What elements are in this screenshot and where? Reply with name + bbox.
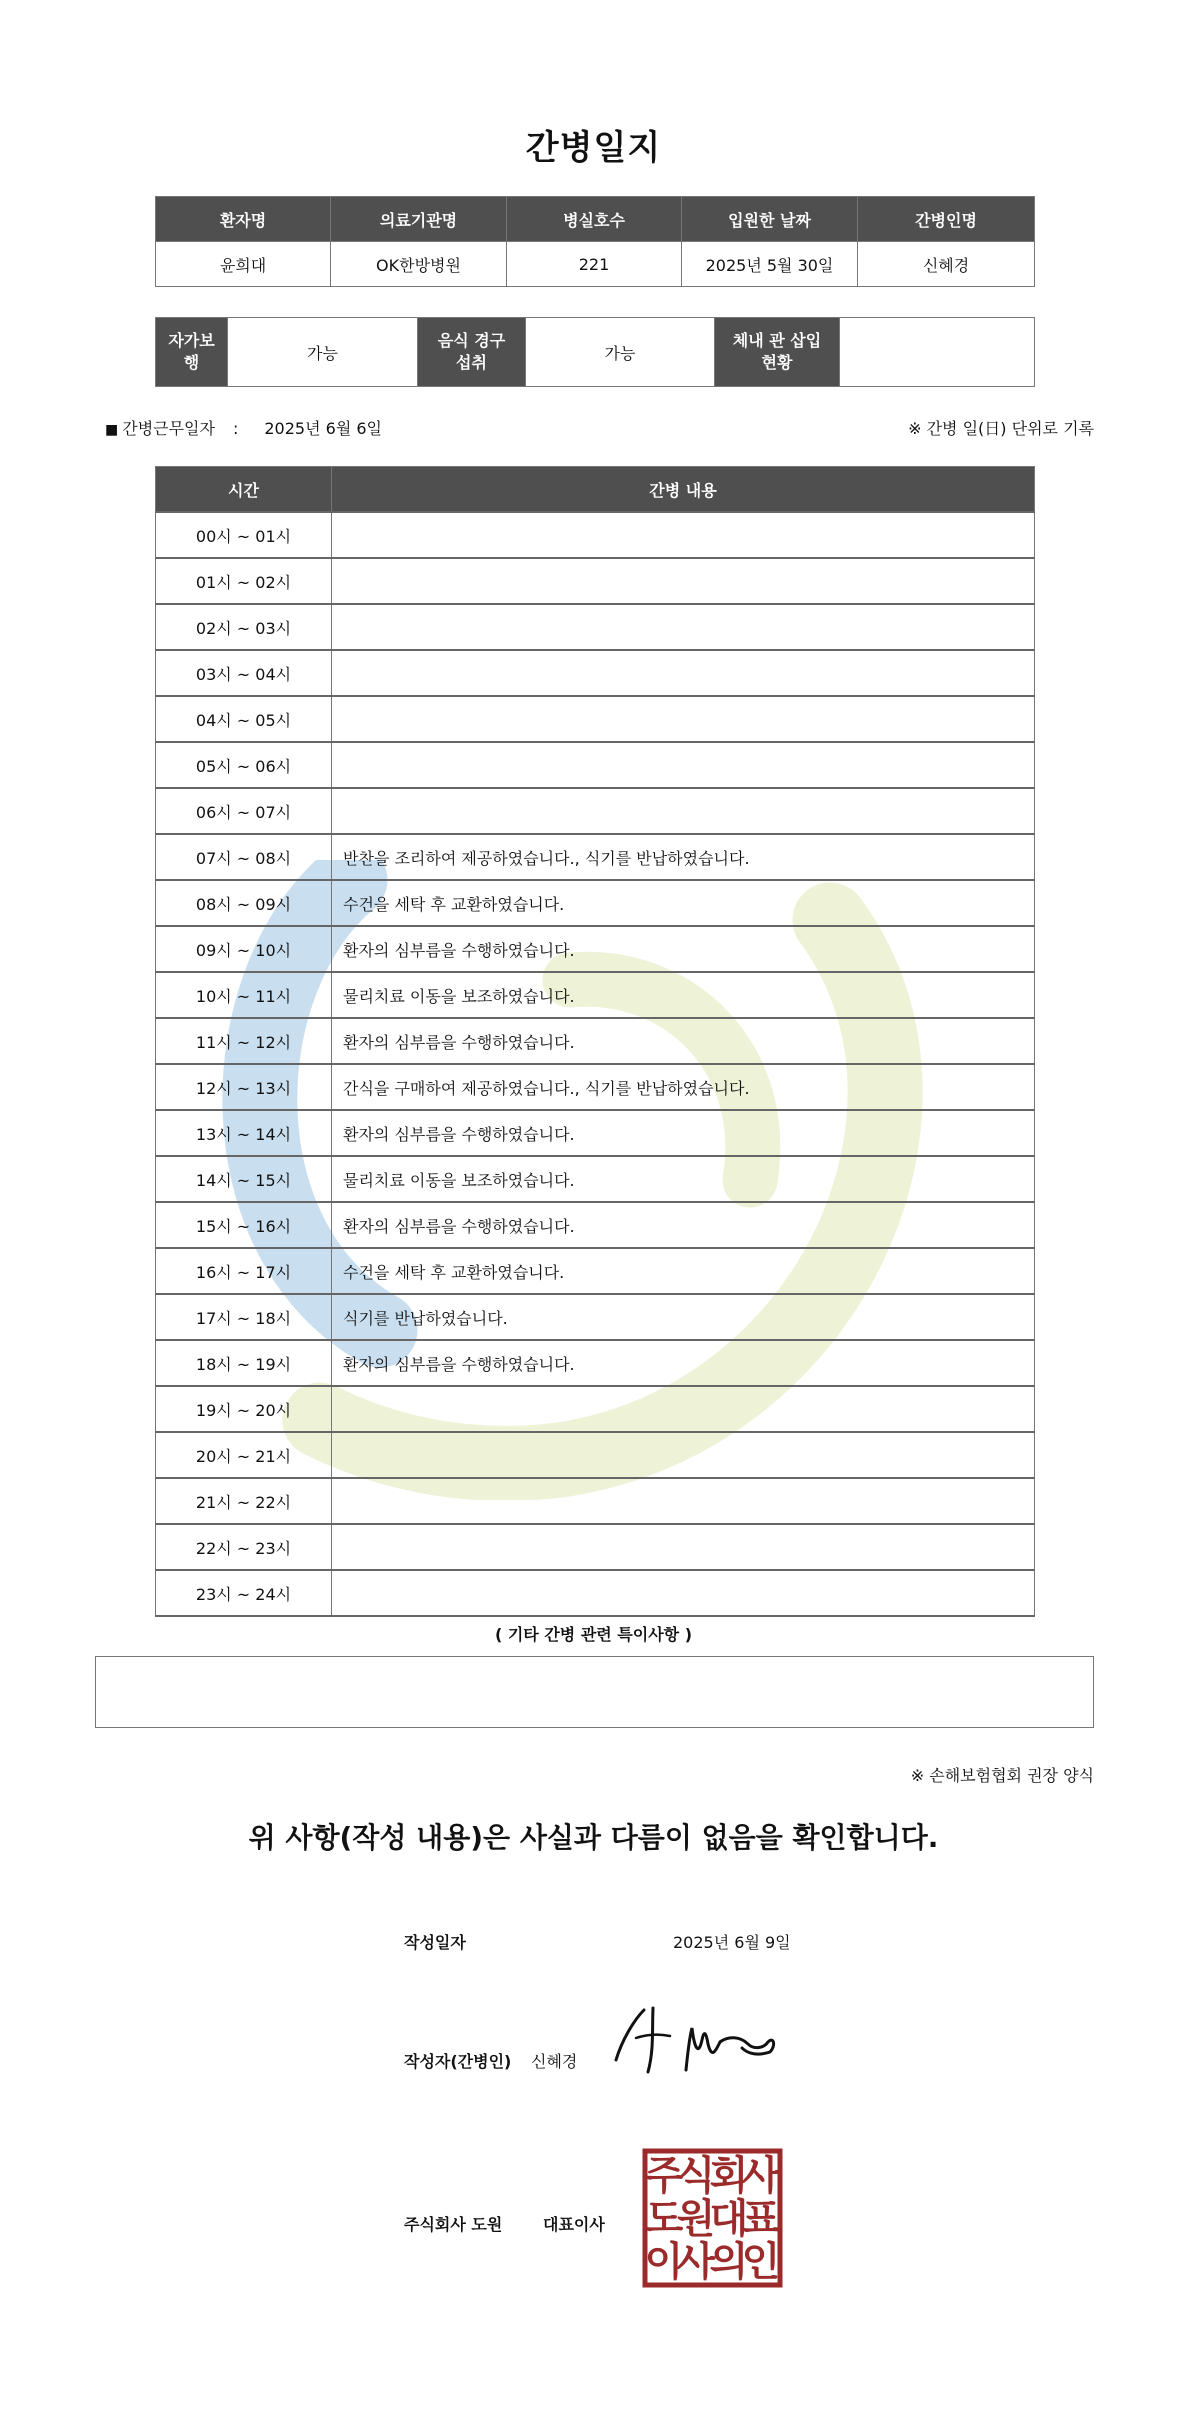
seal-character: 주 [644, 2153, 684, 2199]
handwritten-signature [608, 2000, 788, 2080]
oral-intake-label [418, 318, 526, 387]
oral-intake-value: 가능 [526, 318, 715, 387]
care-content: 물리치료 이동을 보조하였습니다. [332, 972, 1035, 1018]
seal-character: 대 [709, 2196, 749, 2242]
written-date-label: 작성일자 [404, 1933, 466, 1952]
care-content [332, 512, 1035, 558]
time-slot: 02시 ~ 03시 [156, 604, 332, 650]
self-walk-value: 가능 [228, 318, 418, 387]
time-slot: 03시 ~ 04시 [156, 650, 332, 696]
care-content: 식기를 반납하였습니다. [332, 1294, 1035, 1340]
hospital-name: OK한방병원 [331, 242, 507, 287]
catheter-label [715, 318, 840, 387]
work-date-value: 2025년 6월 6일 [264, 419, 382, 438]
table-row [156, 604, 1035, 650]
table-row [156, 558, 1035, 604]
patient-status-table [155, 317, 1035, 387]
time-slot: 23시 ~ 24시 [156, 1570, 332, 1616]
care-content: 수건을 세탁 후 교환하였습니다. [332, 880, 1035, 926]
care-content [332, 1570, 1035, 1616]
care-content: 환자의 심부름을 수행하였습니다. [332, 1110, 1035, 1156]
time-slot: 09시 ~ 10시 [156, 926, 332, 972]
table-row [156, 1202, 1035, 1248]
time-slot: 08시 ~ 09시 [156, 880, 332, 926]
catheter-value [840, 318, 1035, 387]
oral-intake-label-text: 음식 경구 섭취 [437, 331, 506, 372]
written-date-value: 2025년 6월 9일 [673, 1933, 791, 1952]
seal-character: 원 [676, 2196, 716, 2242]
time-slot: 01시 ~ 02시 [156, 558, 332, 604]
care-content: 환자의 심부름을 수행하였습니다. [332, 1018, 1035, 1064]
header-time: 시간 [156, 467, 332, 513]
work-date-line [105, 416, 382, 439]
care-content [332, 788, 1035, 834]
table-row [156, 1340, 1035, 1386]
table-row [156, 834, 1035, 880]
confirmation-statement: 위 사항(작성 내용)은 사실과 다름이 없음을 확인합니다. [248, 1821, 939, 1854]
seal-character: 표 [741, 2196, 781, 2242]
company-name: 주식회사 도원 [404, 2215, 503, 2234]
table-row [156, 1386, 1035, 1432]
ceo-label: 대표이사 [543, 2215, 605, 2234]
care-content: 환자의 심부름을 수행하였습니다. [332, 926, 1035, 972]
care-log-table [155, 466, 1035, 1617]
time-slot: 16시 ~ 17시 [156, 1248, 332, 1294]
table-row [156, 742, 1035, 788]
table-row [156, 972, 1035, 1018]
time-slot: 13시 ~ 14시 [156, 1110, 332, 1156]
document-title: 간병일지 [525, 128, 662, 168]
square-bullet-icon: ■ [105, 422, 119, 438]
writer-label: 작성자(간병인) [404, 2052, 512, 2071]
table-row [156, 1478, 1035, 1524]
care-content [332, 1524, 1035, 1570]
time-slot: 21시 ~ 22시 [156, 1478, 332, 1524]
self-walk-label [156, 318, 228, 387]
table-row [156, 1294, 1035, 1340]
seal-character: 사 [676, 2239, 716, 2285]
table-row [156, 1018, 1035, 1064]
table-row [156, 650, 1035, 696]
header-care-content: 간병 내용 [332, 467, 1035, 513]
seal-character: 사 [741, 2153, 781, 2199]
time-slot: 18시 ~ 19시 [156, 1340, 332, 1386]
seal-character: 식 [676, 2153, 716, 2199]
self-walk-label-text: 자가보 행 [168, 331, 215, 372]
time-slot: 15시 ~ 16시 [156, 1202, 332, 1248]
work-date-label: 간병근무일자 [122, 419, 215, 438]
care-content: 환자의 심부름을 수행하였습니다. [332, 1202, 1035, 1248]
table-row [156, 1524, 1035, 1570]
care-content: 수건을 세탁 후 교환하였습니다. [332, 1248, 1035, 1294]
table-row [156, 696, 1035, 742]
care-content [332, 558, 1035, 604]
table-row [156, 788, 1035, 834]
header-hospital: 의료기관명 [331, 197, 507, 242]
seal-character: 도 [644, 2196, 684, 2242]
time-slot: 06시 ~ 07시 [156, 788, 332, 834]
header-caregiver: 간병인명 [858, 197, 1035, 242]
table-row [156, 512, 1035, 558]
care-content [332, 1432, 1035, 1478]
care-content: 간식을 구매하여 제공하였습니다., 식기를 반납하였습니다. [332, 1064, 1035, 1110]
header-room: 병실호수 [507, 197, 682, 242]
room-number: 221 [507, 242, 682, 287]
table-row [156, 1570, 1035, 1616]
admission-date: 2025년 5월 30일 [682, 242, 858, 287]
table-row [156, 926, 1035, 972]
work-date-colon: : [232, 419, 239, 438]
table-row [156, 1110, 1035, 1156]
time-slot: 20시 ~ 21시 [156, 1432, 332, 1478]
care-content [332, 604, 1035, 650]
table-row [156, 880, 1035, 926]
seal-character: 의 [709, 2239, 749, 2285]
seal-character: 회 [709, 2153, 749, 2199]
time-slot: 00시 ~ 01시 [156, 512, 332, 558]
time-slot: 17시 ~ 18시 [156, 1294, 332, 1340]
care-content: 반찬을 조리하여 제공하였습니다., 식기를 반납하였습니다. [332, 834, 1035, 880]
table-row [156, 1432, 1035, 1478]
writer-name: 신혜경 [531, 2052, 578, 2071]
time-slot: 05시 ~ 06시 [156, 742, 332, 788]
care-log-body [156, 512, 1035, 1616]
time-slot: 07시 ~ 08시 [156, 834, 332, 880]
time-slot: 10시 ~ 11시 [156, 972, 332, 1018]
special-notes-label: ( 기타 간병 관련 특이사항 ) [494, 1625, 693, 1644]
table-row [156, 1248, 1035, 1294]
time-slot: 14시 ~ 15시 [156, 1156, 332, 1202]
care-content: 물리치료 이동을 보조하였습니다. [332, 1156, 1035, 1202]
form-notice: ※ 손해보험협회 권장 양식 [910, 1766, 1094, 1785]
care-content [332, 1386, 1035, 1432]
care-content [332, 1478, 1035, 1524]
table-row [156, 1064, 1035, 1110]
care-content: 환자의 심부름을 수행하였습니다. [332, 1340, 1035, 1386]
care-content [332, 650, 1035, 696]
company-seal [642, 2148, 783, 2288]
table-row [156, 1156, 1035, 1202]
time-slot: 11시 ~ 12시 [156, 1018, 332, 1064]
time-slot: 22시 ~ 23시 [156, 1524, 332, 1570]
time-slot: 19시 ~ 20시 [156, 1386, 332, 1432]
special-notes-box [95, 1656, 1094, 1728]
time-slot: 12시 ~ 13시 [156, 1064, 332, 1110]
seal-character: 이 [644, 2239, 684, 2285]
header-admission-date: 입원한 날짜 [682, 197, 858, 242]
patient-name: 윤희대 [156, 242, 331, 287]
time-slot: 04시 ~ 05시 [156, 696, 332, 742]
care-content [332, 742, 1035, 788]
care-content [332, 696, 1035, 742]
seal-character: 인 [741, 2239, 781, 2285]
caregiver-name: 신혜경 [858, 242, 1035, 287]
record-unit-note: ※ 간병 일(日) 단위로 기록 [908, 419, 1094, 438]
patient-info-table [155, 196, 1035, 287]
header-patient-name: 환자명 [156, 197, 331, 242]
catheter-label-text: 체내 관 삽입 현황 [732, 331, 822, 372]
